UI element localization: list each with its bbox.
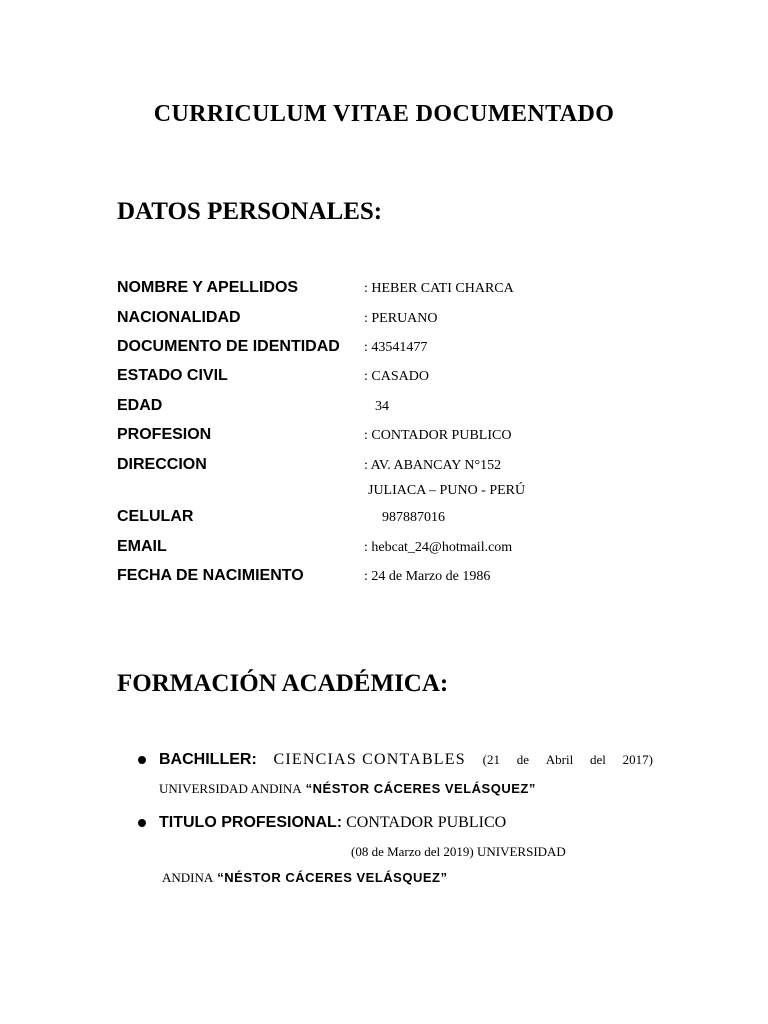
field-value-address-line2: JULIACA – PUNO - PERÚ: [368, 483, 526, 498]
field-label-nationality: NACIONALIDAD: [117, 309, 241, 326]
field-value-profession: : CONTADOR PUBLICO: [364, 428, 512, 443]
bullet-icon: [138, 819, 146, 827]
field-label-birthdate: FECHA DE NACIMIENTO: [117, 567, 304, 584]
field-value-cellphone: 987887016: [382, 510, 445, 525]
degree-date-word: de: [516, 752, 530, 767]
degree-title: TITULO PROFESIONAL:: [159, 814, 343, 831]
section-heading-personal: DATOS PERSONALES:: [117, 198, 383, 225]
degree-group: [159, 751, 257, 769]
field-label-marital-status: ESTADO CIVIL: [117, 367, 228, 384]
education-institution-professional-title: [162, 869, 447, 887]
degree-title: BACHILLER:: [159, 751, 257, 768]
field-label-id-document: DOCUMENTO DE IDENTIDAD: [117, 338, 340, 355]
institution-name: “NÉSTOR CÁCERES VELÁSQUEZ”: [217, 870, 448, 885]
field-label-email: EMAIL: [117, 538, 167, 555]
field-value-age: 34: [375, 399, 389, 414]
degree-date-word: del: [590, 752, 606, 767]
degree-date-word: Abril: [545, 752, 574, 767]
field-label-age: EDAD: [117, 397, 163, 414]
field-label-cellphone: CELULAR: [117, 508, 194, 525]
education-line-professional-title: [159, 814, 506, 832]
field-label-profession: PROFESION: [117, 426, 212, 443]
education-institution-bachelor: [159, 780, 536, 798]
bullet-icon: [138, 756, 146, 764]
field-value-name: : HEBER CATI CHARCA: [364, 281, 514, 296]
institution-prefix: ANDINA: [162, 870, 214, 885]
field-value-birthdate: : 24 de Marzo de 1986: [364, 569, 491, 584]
institution-prefix: UNIVERSIDAD ANDINA: [159, 781, 302, 796]
field-value-id-document: : 43541477: [364, 340, 428, 355]
field-value-email: : hebcat_24@hotmail.com: [364, 540, 513, 555]
degree-date-line: (08 de Marzo del 2019) UNIVERSIDAD: [351, 844, 566, 859]
field-value-marital-status: : CASADO: [364, 369, 429, 384]
field-value-address: : AV. ABANCAY N°152: [364, 458, 502, 473]
field-label-name: NOMBRE Y APELLIDOS: [117, 279, 299, 296]
degree-field: CIENCIAS CONTABLES: [273, 751, 466, 768]
field-label-address: DIRECCION: [117, 456, 207, 473]
institution-name: “NÉSTOR CÁCERES VELÁSQUEZ”: [305, 781, 536, 796]
document-title: CURRICULUM VITAE DOCUMENTADO: [153, 101, 615, 127]
field-value-nationality: : PERUANO: [364, 311, 438, 326]
degree-date-word: 2017): [622, 752, 653, 767]
degree-field: CONTADOR PUBLICO: [346, 814, 507, 831]
degree-date-word: (21: [482, 752, 500, 767]
education-line-bachelor: [159, 751, 653, 769]
section-heading-education: FORMACIÓN ACADÉMICA:: [117, 670, 449, 697]
